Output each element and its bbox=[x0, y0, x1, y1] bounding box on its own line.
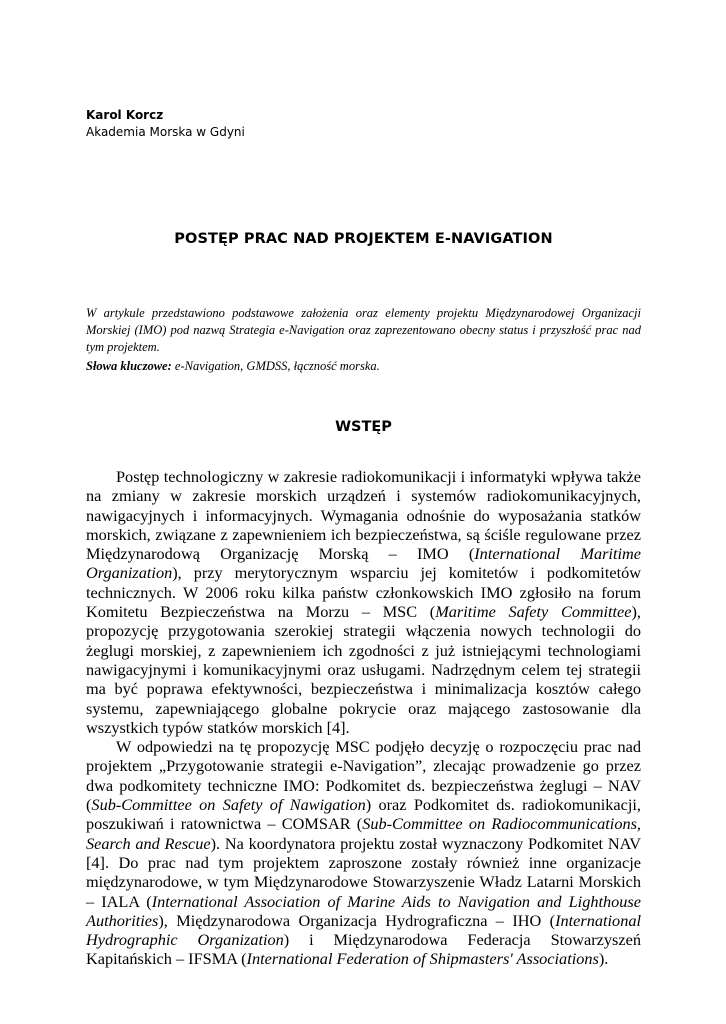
body-paragraph bbox=[86, 737, 641, 969]
text-run: ). bbox=[598, 949, 609, 969]
italic-text-run: International Federation of Shipmasters' Associations bbox=[246, 949, 599, 969]
keywords-values: e-Navigation, GMDSS, łączność morska. bbox=[174, 359, 380, 373]
author-affiliation: Akademia Morska w Gdyni bbox=[86, 125, 245, 139]
italic-text-run: International Association of Marine Aids to Navigation and Lighthouse Authorities bbox=[86, 891, 641, 930]
text-run: ) oraz Podkomitet ds. radiokomunikacji, poszukiwań i ratownictwa – COMSAR ( bbox=[86, 795, 641, 834]
keywords-label: Słowa kluczowe: bbox=[86, 359, 172, 373]
paper-title: POSTĘP PRAC NAD PROJEKTEM E-NAVIGATION bbox=[174, 231, 553, 247]
text-run: Postęp technologiczny w zakresie radiokomunikacji i informatyki wpływa także na zmiany w zakresie morskich urządzeń i systemów radiokomunikacyjnych, nawigacyjnych i informacyjnych. Wymagania odnośnie do wyposażania statków morskich, związane z zapewnieniem ich bezpieczeństwa, są ściśle regulowane przez Międzynarodową Organizację Morską – IMO ( bbox=[86, 467, 641, 564]
abstract-text: W artykule przedstawiono podstawowe założenia oraz elementy projektu Międzynarodowej Organizacji Morskiej (IMO) pod nazwą Strategia e-Navigation oraz zaprezentowano obecny status i przyszłość prac nad tym projektem. bbox=[86, 306, 641, 355]
text-run: ), Międzynarodowa Organizacja Hydrograficzna – IHO ( bbox=[158, 910, 556, 930]
body-paragraph bbox=[86, 467, 641, 737]
text-run: W odpowiedzi na tę propozycję MSC podjęło decyzję o rozpoczęciu prac nad projektem „Przygotowanie strategii e-Navigation”, zlecając prowadzenie go przez dwa podkomitety techniczne IMO: Podkomitet ds. bezpieczeństwa żeglugi – NAV ( bbox=[86, 737, 641, 815]
text-run: ), propozycję przygotowania szerokiej strategii włączenia nowych technologii do żeglugi morskiej, z zapewnieniem ich zgodności z już istniejącymi technologiami nawigacyjnymi i komunikacyjnymi oraz usługami. Nadrzędnym celem tej strategii ma być poprawa efektywności, bezpieczeństwa i minimalizacja kosztów całego systemu, zapewniającego globalne pokrycie oraz mającego zastosowanie dla wszystkich typów statków morskich [4]. bbox=[86, 602, 642, 737]
italic-text-run: Sub-Committee on Safety of Nawigation bbox=[91, 795, 366, 815]
keywords-line bbox=[86, 358, 641, 375]
author-name: Karol Korcz bbox=[86, 108, 164, 122]
italic-text-run: International Maritime Organization bbox=[86, 544, 641, 583]
italic-text-run: Maritime Safety Committee bbox=[435, 602, 632, 622]
section-heading: WSTĘP bbox=[335, 419, 392, 435]
italic-text-run: Sub-Committee on Radiocommunications, Search and Rescue bbox=[86, 814, 642, 853]
text-run: ), przy merytorycznym wsparciu jej komitetów i podkomitetów technicznych. W 2006 roku kilka państw członkowskich IMO zgłosiło na forum Komitetu Bezpieczeństwa na Morzu – MSC ( bbox=[86, 563, 641, 622]
text-run: ) i Międzynarodowa Federacja Stowarzyszeń Kapitańskich – IFSMA ( bbox=[86, 930, 641, 969]
author-block bbox=[86, 107, 245, 141]
section-body bbox=[86, 467, 641, 969]
abstract bbox=[86, 305, 641, 357]
text-run: ). Na koordynatora projektu został wyznaczony Podkomitet NAV [4]. Do prac nad tym projektem zaproszone zostały również inne organizacje międzynarodowe, w tym Międzynarodowe Stowarzyszenie Władz Latarni Morskich – IALA ( bbox=[86, 833, 641, 911]
italic-text-run: International Hydrographic Organization bbox=[86, 910, 641, 950]
